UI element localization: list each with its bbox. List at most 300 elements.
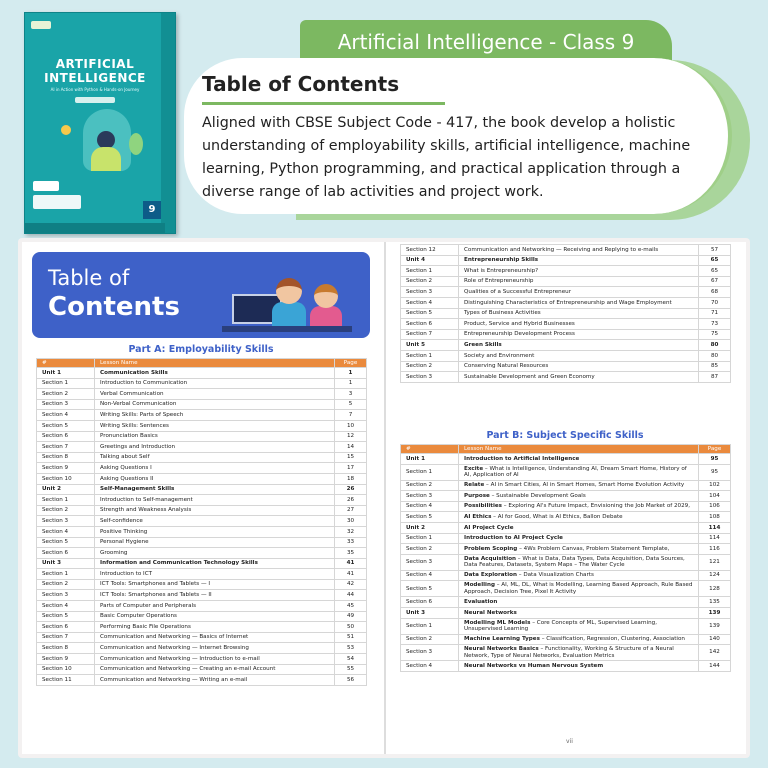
row-number: Section 2: [37, 505, 95, 516]
table-row: [37, 420, 367, 431]
table-row: [37, 410, 367, 421]
table-row: [37, 484, 367, 495]
row-page: 1: [335, 368, 367, 379]
lesson-topic: Problem Scoping: [464, 545, 518, 552]
row-page: 45: [335, 601, 367, 612]
book-cover: [24, 12, 176, 234]
col-lesson-header: Lesson Name: [95, 359, 335, 368]
row-page: 85: [699, 361, 731, 372]
row-lesson: Communication and Networking — Basics of Internet: [95, 632, 335, 643]
row-page: 30: [335, 516, 367, 527]
row-number: Section 5: [401, 512, 459, 523]
class-number: 9: [143, 201, 161, 219]
table-row: [37, 463, 367, 474]
book-title-line1: ARTIFICIAL: [55, 57, 135, 71]
lesson-details: – What is Data, Data Types, Data Acquisition, Data Sources, Data Features, Datasets, System Maps – The Water Cycle: [464, 555, 685, 569]
row-page: 17: [335, 463, 367, 474]
row-lesson: [459, 597, 699, 608]
row-number: Section 6: [37, 431, 95, 442]
cover-footer: [25, 223, 165, 234]
row-number: Section 3: [401, 491, 459, 502]
lesson-topic: AI Ethics: [464, 513, 492, 520]
edition-badge: [75, 97, 115, 103]
row-lesson: Strength and Weakness Analysis: [95, 505, 335, 516]
col-lesson-header: Lesson Name: [459, 445, 699, 454]
row-number: Section 1: [37, 495, 95, 506]
lesson-details: – Data Visualization Charts: [516, 572, 594, 579]
lesson-topic: Excite: [464, 465, 484, 472]
row-number: Section 3: [37, 590, 95, 601]
student-body-icon: [91, 147, 121, 171]
row-number: Section 3: [401, 554, 459, 570]
row-lesson: Greetings and Introduction: [95, 442, 335, 453]
row-page: 71: [699, 308, 731, 319]
book-spread: [18, 238, 750, 758]
toc-banner-line1: Table of: [48, 266, 130, 290]
lesson-details: – AI, ML, DL, What is Modelling, Learning Based Approach, Rule Based Approach, Decision Tree, Pixel It Activity: [464, 582, 693, 595]
lesson-topic: Neural Networks vs Human Nervous System: [464, 662, 604, 669]
table-row: [401, 512, 731, 523]
row-number: Section 2: [401, 361, 459, 372]
promo-header: [0, 0, 768, 238]
row-lesson: [459, 464, 699, 480]
row-page: 18: [335, 473, 367, 484]
row-lesson: [459, 618, 699, 634]
table-row: [37, 590, 367, 601]
table-row: [401, 319, 731, 330]
heading-underline: [202, 102, 445, 105]
table-row: [401, 522, 731, 533]
table-row: [37, 569, 367, 580]
row-lesson: Communication and Networking — Internet Browsing: [95, 643, 335, 654]
row-number: Section 4: [401, 501, 459, 512]
row-page: 33: [335, 537, 367, 548]
lesson-topic: Possibilities: [464, 503, 502, 510]
col-number-header: #: [37, 359, 95, 368]
row-number: Section 2: [401, 480, 459, 491]
table-row: [37, 654, 367, 665]
row-page: 10: [335, 420, 367, 431]
table-row: [401, 501, 731, 512]
boy-head-icon: [276, 278, 302, 304]
row-lesson: [459, 501, 699, 512]
row-lesson: Self-confidence: [95, 516, 335, 527]
table-row: [37, 431, 367, 442]
lesson-topic: Purpose: [464, 492, 490, 499]
table-row: [401, 661, 731, 672]
girl-body-icon: [310, 306, 342, 326]
row-page: 139: [699, 607, 731, 618]
row-page: 44: [335, 590, 367, 601]
row-lesson: Green Skills: [459, 340, 699, 351]
row-lesson: Writing Skills: Sentences: [95, 420, 335, 431]
row-lesson: Talking about Self: [95, 452, 335, 463]
row-number: Section 9: [37, 463, 95, 474]
book-title-line2: INTELLIGENCE: [44, 71, 146, 85]
row-number: Section 8: [37, 452, 95, 463]
lesson-details: – Core Concepts of ML, Supervised Learning, Unsupervised Learning: [464, 619, 658, 633]
row-page: 27: [335, 505, 367, 516]
row-lesson: Personal Hygiene: [95, 537, 335, 548]
lesson-topic: Introduction to AI Project Cycle: [464, 535, 563, 542]
row-page: 104: [699, 491, 731, 502]
row-lesson: ICT Tools: Smartphones and Tablets — I: [95, 579, 335, 590]
row-page: 139: [699, 618, 731, 634]
row-lesson: Product, Service and Hybrid Businesses: [459, 319, 699, 330]
toc-banner-line2: Contents: [48, 292, 180, 322]
row-lesson: [459, 661, 699, 672]
table-row: [401, 544, 731, 555]
table-row: [401, 266, 731, 277]
table-row: [401, 372, 731, 383]
row-page: 7: [335, 410, 367, 421]
row-page: 65: [699, 255, 731, 266]
table-row: [37, 452, 367, 463]
book-subtitle: AI in Action with Python & Hands-on Journey: [50, 87, 140, 92]
row-page: 142: [699, 645, 731, 661]
row-number: Section 6: [401, 319, 459, 330]
row-page: 12: [335, 431, 367, 442]
row-number: Section 1: [401, 266, 459, 277]
row-page: 14: [335, 442, 367, 453]
row-page: 70: [699, 297, 731, 308]
sun-icon: [61, 125, 71, 135]
row-page: 124: [699, 570, 731, 581]
row-page: 121: [699, 554, 731, 570]
row-page: 42: [335, 579, 367, 590]
row-page: 50: [335, 622, 367, 633]
row-page: 128: [699, 581, 731, 597]
lesson-topic: Neural Networks Basics: [464, 646, 539, 653]
row-lesson: Communication and Networking — Writing an e-mail: [95, 675, 335, 686]
table-row: [37, 622, 367, 633]
row-lesson: Role of Entrepreneurship: [459, 276, 699, 287]
row-page: 1: [335, 378, 367, 389]
table-row: [401, 607, 731, 618]
row-page: 53: [335, 643, 367, 654]
row-page: 75: [699, 329, 731, 340]
table-row: [401, 297, 731, 308]
row-number: Section 1: [37, 378, 95, 389]
row-lesson: [459, 512, 699, 523]
row-lesson: What is Entrepreneurship?: [459, 266, 699, 277]
row-lesson: Introduction to ICT: [95, 569, 335, 580]
row-lesson: [459, 522, 699, 533]
table-row: [37, 601, 367, 612]
table-row: [401, 287, 731, 298]
table-row: [37, 442, 367, 453]
girl-head-icon: [314, 284, 338, 308]
row-page: 56: [335, 675, 367, 686]
row-number: Section 12: [401, 245, 459, 256]
row-lesson: Writing Skills: Parts of Speech: [95, 410, 335, 421]
row-number: Section 10: [37, 473, 95, 484]
table-row: [37, 664, 367, 675]
lesson-topic: AI Project Cycle: [464, 524, 514, 531]
row-number: Unit 4: [401, 255, 459, 266]
table-row: [401, 276, 731, 287]
lesson-topic: Modelling: [464, 582, 495, 589]
plant-icon: [129, 133, 143, 155]
table-row: [37, 495, 367, 506]
row-number: Section 5: [37, 420, 95, 431]
right-page: [386, 242, 746, 754]
row-lesson: Communication and Networking — Receiving and Replying to e-mails: [459, 245, 699, 256]
row-number: Section 10: [37, 664, 95, 675]
row-number: Section 3: [37, 516, 95, 527]
feature-list: [33, 195, 81, 209]
table-row: [37, 505, 367, 516]
publisher-logo: [33, 181, 59, 191]
table-row: [37, 389, 367, 400]
lesson-details: – Functionality, Working & Structure of a Neural Network, Type of Neural Networks, Evaluation Metrics: [464, 646, 674, 659]
table-row: [401, 570, 731, 581]
row-lesson: [459, 454, 699, 465]
lesson-details: – AI in Smart Cities, AI in Smart Homes, Smart Home Evolution Activity: [484, 482, 685, 489]
row-lesson: [459, 480, 699, 491]
part-a-table: [36, 358, 367, 686]
row-number: Section 3: [37, 399, 95, 410]
row-page: 26: [335, 495, 367, 506]
table-row: [37, 368, 367, 379]
row-lesson: Pronunciation Basics: [95, 431, 335, 442]
row-lesson: Parts of Computer and Peripherals: [95, 601, 335, 612]
desk-icon: [222, 326, 352, 332]
row-lesson: [459, 570, 699, 581]
row-lesson: Types of Business Activities: [459, 308, 699, 319]
row-page: 68: [699, 287, 731, 298]
row-page: 67: [699, 276, 731, 287]
row-page: 15: [335, 452, 367, 463]
table-row: [401, 308, 731, 319]
row-lesson: [459, 634, 699, 645]
table-row: [37, 473, 367, 484]
row-lesson: Qualities of a Successful Entrepreneur: [459, 287, 699, 298]
row-page: 102: [699, 480, 731, 491]
table-row: [37, 548, 367, 559]
row-lesson: Distinguishing Characteristics of Entrepreneurship and Wage Employment: [459, 297, 699, 308]
row-page: 55: [335, 664, 367, 675]
lesson-topic: Machine Learning Types: [464, 636, 540, 643]
col-number-header: #: [401, 445, 459, 454]
toc-banner: [32, 252, 370, 338]
table-row: [37, 675, 367, 686]
table-row: [401, 329, 731, 340]
row-number: Section 1: [401, 618, 459, 634]
table-row: [37, 537, 367, 548]
part-b-table: [400, 444, 731, 672]
row-page: 80: [699, 350, 731, 361]
row-number: Section 2: [401, 276, 459, 287]
row-page: 114: [699, 522, 731, 533]
row-number: Section 1: [401, 350, 459, 361]
table-row: [401, 491, 731, 502]
row-number: Unit 3: [37, 558, 95, 569]
info-card: [184, 58, 732, 214]
lesson-topic: Relate: [464, 482, 485, 489]
lesson-topic: Introduction to Artificial Intelligence: [464, 455, 580, 462]
row-number: Section 7: [37, 442, 95, 453]
lesson-topic: Evaluation: [464, 598, 498, 605]
table-row: [37, 399, 367, 410]
row-number: Section 7: [401, 329, 459, 340]
table-row: [401, 581, 731, 597]
row-lesson: Society and Environment: [459, 350, 699, 361]
table-row: [401, 255, 731, 266]
col-page-header: Page: [335, 359, 367, 368]
lesson-details: – What is Intelligence, Understanding AI, Dream Smart Home, History of AI, Application of AI: [464, 465, 687, 479]
row-page: 73: [699, 319, 731, 330]
row-number: Section 4: [401, 297, 459, 308]
table-row: [37, 558, 367, 569]
table-row: [37, 643, 367, 654]
row-number: Section 7: [37, 632, 95, 643]
row-lesson: [459, 607, 699, 618]
row-lesson: [459, 533, 699, 544]
row-number: Section 5: [37, 611, 95, 622]
card-heading: Table of Contents: [202, 72, 400, 96]
row-page: 5: [335, 399, 367, 410]
row-page: 35: [335, 548, 367, 559]
row-lesson: Asking Questions I: [95, 463, 335, 474]
row-lesson: [459, 581, 699, 597]
row-page: 135: [699, 597, 731, 608]
row-page: 114: [699, 533, 731, 544]
row-number: Section 8: [37, 643, 95, 654]
lesson-topic: Data Acquisition: [464, 555, 517, 562]
row-number: Section 1: [401, 464, 459, 480]
row-number: Section 6: [401, 597, 459, 608]
book-spine: [161, 13, 175, 233]
row-lesson: [459, 554, 699, 570]
row-page: 87: [699, 372, 731, 383]
row-page: 3: [335, 389, 367, 400]
row-page: 116: [699, 544, 731, 555]
row-lesson: ICT Tools: Smartphones and Tablets — II: [95, 590, 335, 601]
table-row: [401, 480, 731, 491]
row-number: Section 11: [37, 675, 95, 686]
row-lesson: Entrepreneurship Skills: [459, 255, 699, 266]
table-row: [37, 516, 367, 527]
part-b-title: Part B: Subject Specific Skills: [486, 430, 644, 441]
row-number: Section 5: [37, 537, 95, 548]
left-page: [22, 242, 384, 754]
row-page: 95: [699, 454, 731, 465]
row-page: 65: [699, 266, 731, 277]
page-number: vii: [566, 738, 573, 745]
row-lesson: Introduction to Communication: [95, 378, 335, 389]
row-number: Section 2: [37, 389, 95, 400]
row-number: Section 3: [401, 372, 459, 383]
row-number: Unit 3: [401, 607, 459, 618]
table-row: [401, 533, 731, 544]
lesson-details: – Sustainable Development Goals: [489, 492, 586, 499]
lesson-details: – AI for Good, What is AI Ethics, Ballon Debate: [491, 513, 623, 520]
row-lesson: Conserving Natural Resources: [459, 361, 699, 372]
row-page: 54: [335, 654, 367, 665]
row-number: Unit 1: [401, 454, 459, 465]
row-number: Section 5: [401, 308, 459, 319]
row-page: 41: [335, 569, 367, 580]
row-number: Section 4: [37, 410, 95, 421]
table-row: [37, 526, 367, 537]
table-row: [401, 634, 731, 645]
table-row: [37, 378, 367, 389]
col-page-header: Page: [699, 445, 731, 454]
row-lesson: Performing Basic File Operations: [95, 622, 335, 633]
row-lesson: Introduction to Self-management: [95, 495, 335, 506]
row-page: 49: [335, 611, 367, 622]
table-row: [401, 464, 731, 480]
row-lesson: Positive Thinking: [95, 526, 335, 537]
row-number: Section 1: [37, 569, 95, 580]
row-number: Section 3: [401, 645, 459, 661]
lesson-topic: Modelling ML Models: [464, 619, 531, 626]
lesson-details: – Exploring AI's Future Impact, Envisioning the Job Market of 2029,: [502, 503, 691, 510]
row-lesson: Communication and Networking — Creating an e-mail Account: [95, 664, 335, 675]
row-lesson: Basic Computer Operations: [95, 611, 335, 622]
row-number: Section 6: [37, 548, 95, 559]
row-page: 32: [335, 526, 367, 537]
row-number: Unit 1: [37, 368, 95, 379]
row-page: 80: [699, 340, 731, 351]
row-page: 108: [699, 512, 731, 523]
table-row: [401, 597, 731, 608]
row-page: 106: [699, 501, 731, 512]
part-a-continued-table: [400, 244, 731, 383]
row-number: Section 3: [401, 287, 459, 298]
class-banner: Artificial Intelligence - Class 9: [300, 20, 672, 64]
table-row: [401, 554, 731, 570]
lesson-details: – 4Ws Problem Canvas, Problem Statement Template,: [517, 545, 670, 552]
table-row: [401, 618, 731, 634]
row-lesson: Communication Skills: [95, 368, 335, 379]
row-number: Section 1: [401, 533, 459, 544]
row-number: Section 2: [37, 579, 95, 590]
table-row: [401, 361, 731, 372]
row-lesson: [459, 645, 699, 661]
row-page: 144: [699, 661, 731, 672]
table-row: [401, 454, 731, 465]
row-lesson: Communication and Networking — Introduction to e-mail: [95, 654, 335, 665]
table-row: [401, 245, 731, 256]
lesson-topic: Data Exploration: [464, 572, 517, 579]
row-number: Unit 5: [401, 340, 459, 351]
boy-body-icon: [272, 302, 306, 326]
row-number: Section 2: [401, 544, 459, 555]
row-lesson: Self-Management Skills: [95, 484, 335, 495]
row-number: Section 4: [401, 570, 459, 581]
row-page: 51: [335, 632, 367, 643]
row-number: Section 4: [401, 661, 459, 672]
row-lesson: Grooming: [95, 548, 335, 559]
row-number: Section 5: [401, 581, 459, 597]
row-lesson: [459, 491, 699, 502]
row-number: Section 4: [37, 526, 95, 537]
row-number: Unit 2: [37, 484, 95, 495]
row-number: Unit 2: [401, 522, 459, 533]
row-lesson: Sustainable Development and Green Economy: [459, 372, 699, 383]
cbse-badge: [31, 21, 51, 29]
row-page: 95: [699, 464, 731, 480]
table-row: [37, 611, 367, 622]
row-lesson: Non-Verbal Communication: [95, 399, 335, 410]
card-description: Aligned with CBSE Subject Code - 417, the book develop a holistic understanding of employability skills, artificial intelligence, machine learning, Python programming, and practical application through a diverse range of lab activities and project work.: [202, 115, 691, 200]
row-lesson: [459, 544, 699, 555]
row-page: 140: [699, 634, 731, 645]
row-number: Section 4: [37, 601, 95, 612]
row-number: Section 2: [401, 634, 459, 645]
